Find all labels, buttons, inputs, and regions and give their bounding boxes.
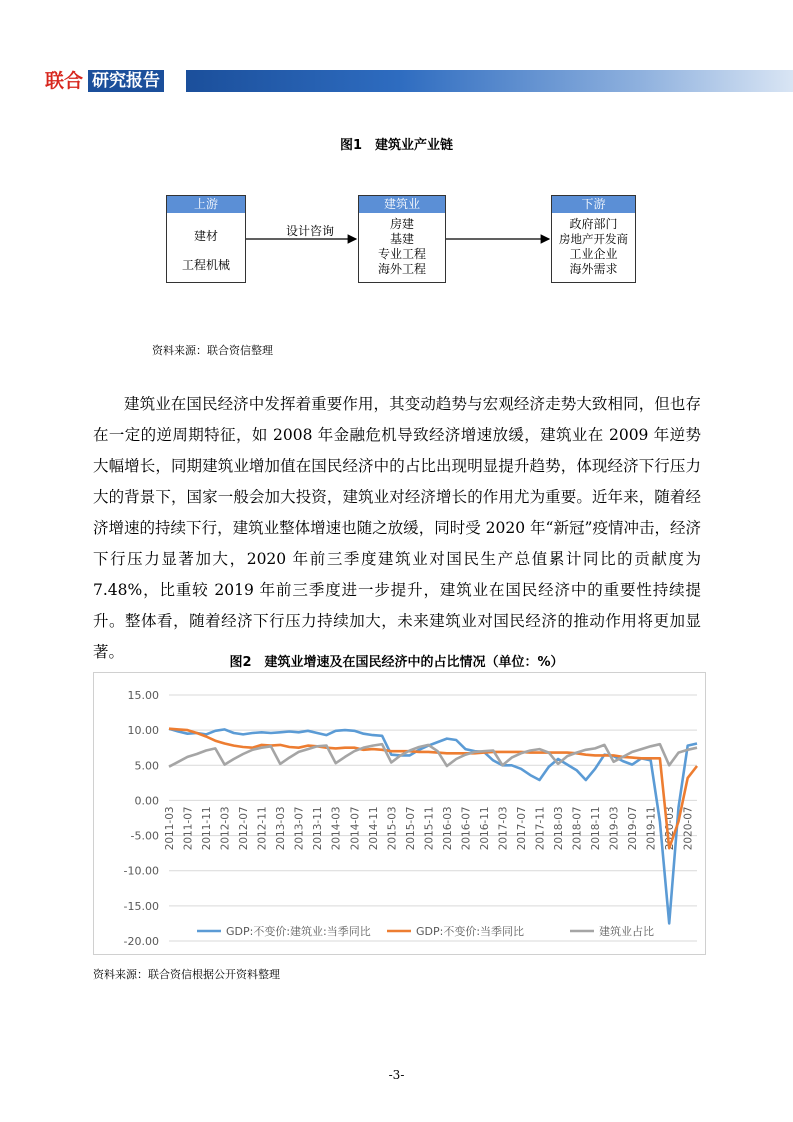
downstream-box [551,195,636,283]
y-tick-label: 10.00 [127,724,159,738]
report-header [40,68,793,94]
x-tick-label: 2018-11 [590,806,603,851]
x-tick-label: 2011-07 [182,806,195,851]
y-tick-label: 5.00 [134,759,159,773]
x-tick-label: 2014-07 [349,806,362,851]
x-tick-label: 2014-03 [330,806,343,851]
upstream-box [166,195,246,283]
downstream-item: 工业企业 [569,247,618,261]
x-tick-label: 2016-03 [441,806,454,851]
arrow-label: 设计咨询 [285,224,334,238]
brand-name: 联合 [45,70,84,92]
y-tick-label: -5.00 [130,829,159,843]
x-tick-label: 2013-11 [312,806,325,851]
body-paragraph-block [93,389,701,668]
x-tick-label: 2011-11 [201,806,214,851]
y-tick-label: -10.00 [123,864,159,878]
downstream-item: 海外需求 [569,262,618,276]
x-tick-label: 2016-07 [460,806,473,851]
upstream-header: 上游 [167,196,245,213]
figure2-title: 图2 建筑业增速及在国民经济中的占比情况（单位：%） [229,655,564,670]
x-tick-label: 2016-11 [478,806,491,851]
x-tick-label: 2019-07 [627,806,640,851]
x-tick-label: 2017-11 [534,806,547,851]
y-tick-label: -15.00 [123,899,159,913]
header-gradient-bar [186,70,793,92]
construction-item: 基建 [389,232,414,246]
x-tick-label: 2015-07 [404,806,417,851]
y-tick-label: -20.00 [123,935,159,948]
x-tick-label: 2018-03 [553,806,566,851]
x-tick-label: 2020-07 [682,806,695,851]
construction-item: 海外工程 [377,262,426,276]
figure1-source: 资料来源：联合资信整理 [152,344,273,357]
legend-label: GDP:不变价:当季同比 [416,925,525,938]
downstream-item: 房地产开发商 [559,232,628,246]
x-tick-label: 2012-11 [256,806,269,851]
x-tick-label: 2019-03 [608,806,621,851]
upstream-item: 建材 [193,229,218,243]
x-tick-label: 2013-07 [293,806,306,851]
page-number: -3- [388,1068,405,1082]
x-tick-label: 2019-11 [645,806,658,851]
y-tick-label: 15.00 [127,689,159,702]
x-tick-label: 2012-07 [238,806,251,851]
x-tick-label: 2020-03 [664,806,677,851]
x-tick-label: 2011-03 [164,806,176,851]
x-tick-label: 2018-07 [571,806,584,851]
construction-header: 建筑业 [359,196,445,213]
legend-label: GDP:不变价:建筑业:当季同比 [226,925,371,938]
x-tick-label: 2013-03 [275,806,288,851]
downstream-item: 政府部门 [569,217,618,231]
body-paragraph: 建筑业在国民经济中发挥着重要作用，其变动趋势与宏观经济走势大致相同，但也存在一定的逆周期特征，如 2008 年金融危机导致经济增速放缓，建筑业在 2009 年逆势大幅增长，同期建筑业增加值在国民经济中的占比出现明显提升趋势，体现经济下行压力大的背景下，国家一般会加大投资，建筑业对经济增长的作用尤为重要。近年来，随着经济增速的持续下行，建筑业整体增速也随之放缓，同时受 2020 年“新冠”疫情冲击，经济下行压力显著加大，2020 年前三季度建筑业对国民生产总值累计同比的贡献度为 7.48%，比重较 2019 年前三季度进一步提升，建筑业在国民经济中的重要性持续提升。整体看，随着经济下行压力持续加大，未来建筑业对国民经济的推动作用将更加显著。 [93,395,701,661]
construction-item: 专业工程 [377,247,426,261]
y-tick-label: 0.00 [134,794,159,808]
downstream-header: 下游 [552,196,635,213]
line-chart [94,673,705,954]
x-tick-label: 2017-07 [516,806,528,851]
chart-container [93,672,706,955]
x-tick-label: 2017-03 [497,806,510,851]
upstream-item: 工程机械 [181,258,230,272]
construction-item: 房建 [389,217,414,231]
x-tick-label: 2015-03 [386,806,399,851]
figure1-title: 图1 建筑业产业链 [339,138,454,153]
x-tick-label: 2012-03 [219,806,232,851]
report-type-label: 研究报告 [88,70,164,92]
legend-label: 建筑业占比 [599,925,654,938]
x-tick-label: 2015-11 [423,806,436,851]
figure2-source: 资料来源：联合资信根据公开资料整理 [93,968,280,981]
x-tick-label: 2014-11 [367,806,380,851]
